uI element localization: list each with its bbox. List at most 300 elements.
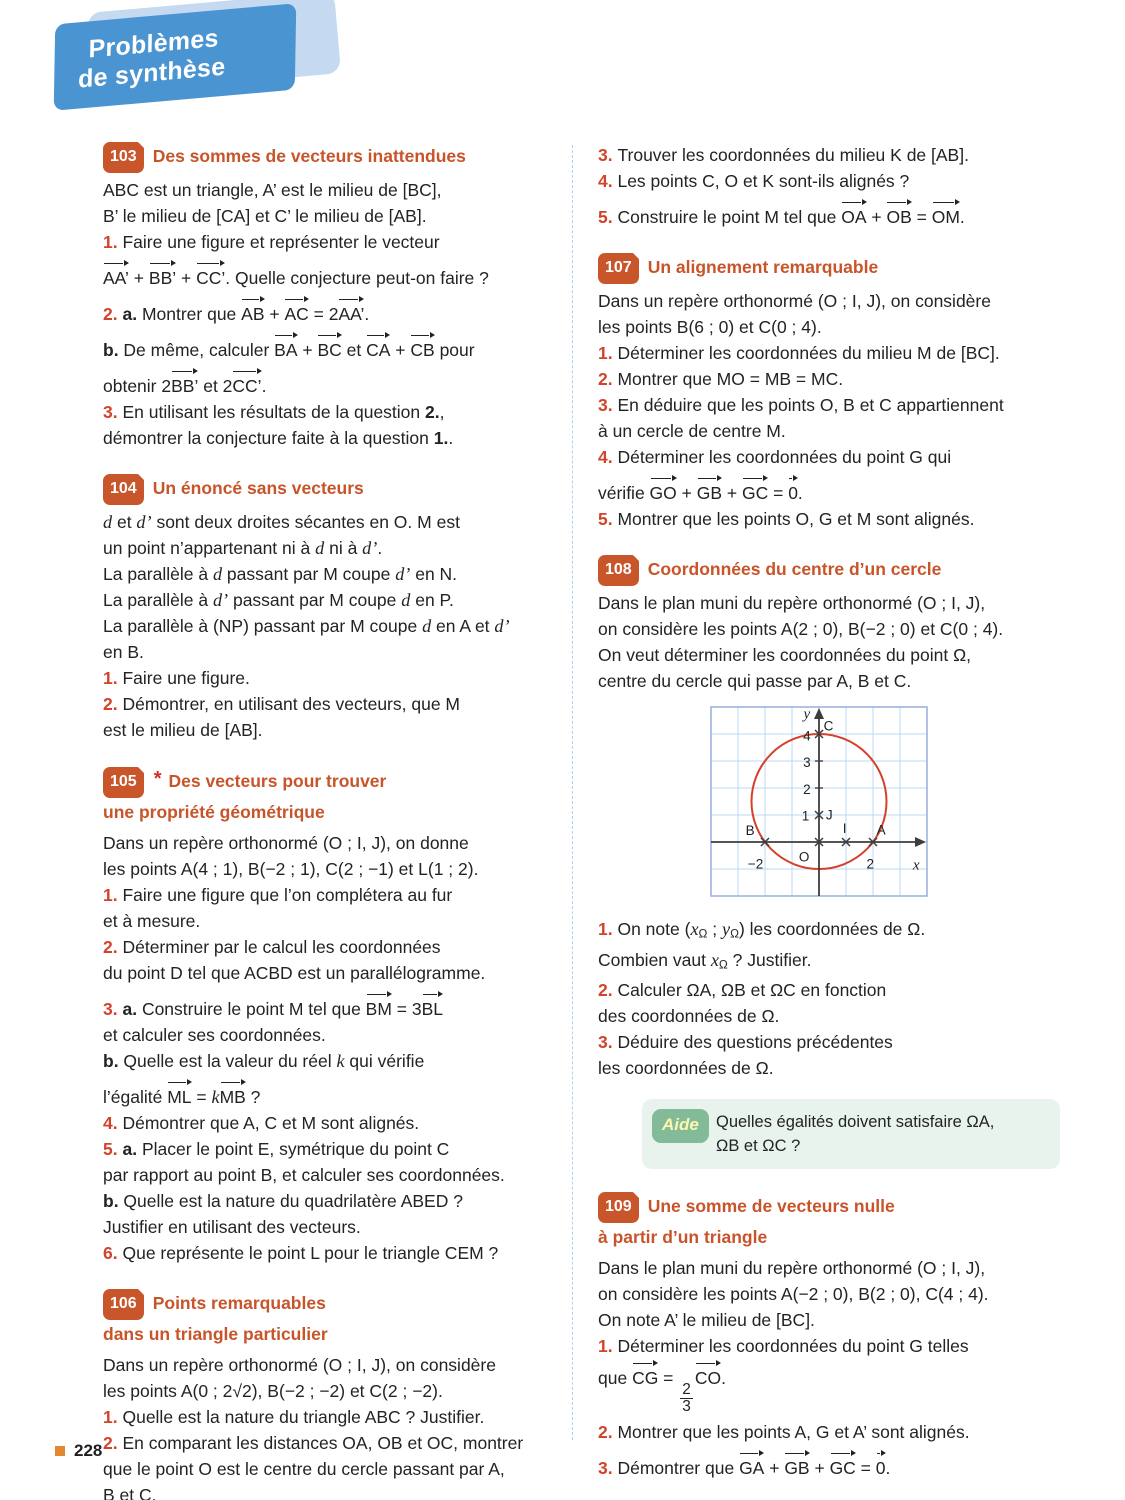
text-line — [598, 392, 1060, 418]
text-line — [103, 1352, 565, 1378]
text-segment: Construire le point M tel que — [617, 207, 842, 227]
text-line — [103, 255, 565, 291]
text-segment: d’ — [136, 512, 152, 532]
text-line — [598, 1003, 1060, 1029]
text-segment: l’égalité — [103, 1087, 168, 1107]
text-segment: vérifie — [598, 483, 650, 503]
text-segment: Faire une figure et représenter le vecteur — [122, 232, 440, 252]
text-line — [103, 177, 565, 203]
figure-label-x: x — [912, 857, 920, 874]
text-segment: x — [690, 919, 699, 939]
text-segment: = 2 — [308, 304, 339, 324]
text-segment: Quelle est la nature du quadrilatère ABED ? — [123, 1191, 463, 1211]
text-line — [598, 616, 1060, 642]
text-segment: ? — [245, 1087, 261, 1107]
text-segment: . — [721, 1368, 726, 1389]
text-line — [103, 1404, 565, 1430]
text-line — [103, 691, 565, 717]
exercise-header — [103, 142, 565, 173]
text-line — [103, 1048, 565, 1074]
vector-notation: BB’ — [148, 268, 177, 288]
vector-notation: GB — [784, 1458, 810, 1479]
text-segment: Dans le plan muni du repère orthonormé (O ; I, J), — [598, 1258, 986, 1279]
text-segment: qui vérifie — [344, 1051, 425, 1071]
text-segment: Montrer que les points A, G et A’ sont alignés. — [617, 1422, 970, 1443]
text-segment: On note A’ le milieu de [BC]. — [598, 1310, 815, 1331]
figure-label-−2: −2 — [747, 856, 764, 872]
text-segment: et 2 — [198, 376, 233, 396]
question-number: 2. — [598, 369, 618, 389]
figure-label-A: A — [876, 822, 886, 838]
text-segment: en A et — [431, 616, 495, 636]
text-segment: Faire une figure. — [122, 668, 250, 688]
text-segment: . — [377, 538, 383, 558]
text-line — [103, 717, 565, 743]
text-line — [103, 327, 565, 363]
text-segment: Ω — [698, 926, 708, 941]
text-segment: . — [364, 304, 370, 324]
text-line — [103, 1456, 565, 1482]
text-segment: et à mesure. — [103, 911, 201, 931]
text-segment: pour — [434, 340, 475, 360]
vector-notation: OM — [931, 207, 960, 227]
exercise-header — [103, 474, 565, 505]
text-segment: Montrer que les points O, G et M sont alignés. — [617, 509, 975, 529]
aide-label: Aide — [652, 1109, 709, 1143]
chapter-banner — [28, 0, 348, 120]
text-segment: d’ — [362, 538, 378, 558]
text-line — [103, 665, 565, 691]
text-segment: b. — [103, 1051, 124, 1071]
aide-box — [642, 1099, 1060, 1169]
text-segment: = — [855, 1458, 876, 1479]
text-segment: Ω — [730, 926, 739, 941]
figure-label-J: J — [825, 807, 833, 823]
vector-notation: GO — [649, 483, 677, 503]
text-segment: Démontrer, en utilisant des vecteurs, que M — [122, 694, 460, 714]
text-line — [103, 1430, 565, 1456]
text-segment: des coordonnées de Ω. — [598, 1006, 780, 1027]
question-number: 1. — [598, 919, 618, 939]
figure-label-4: 4 — [803, 728, 811, 744]
text-segment: . — [261, 376, 267, 396]
exercise-header — [598, 253, 1060, 284]
text-line — [598, 1255, 1060, 1281]
exercise-title: Coordonnées du centre d’un cercle — [647, 559, 942, 579]
text-line — [103, 613, 565, 639]
zero-vector-notation: 0 — [875, 1458, 886, 1479]
exercise-title: Des vecteurs pour trouver — [168, 771, 387, 791]
vector-notation: GC — [829, 1458, 856, 1479]
text-segment: Quelle est la valeur du réel — [123, 1051, 337, 1071]
text-segment: Calculer ΩA, ΩB et ΩC en fonction — [617, 980, 887, 1001]
text-segment: + — [128, 268, 149, 288]
text-segment: Combien vaut — [598, 949, 711, 970]
text-line — [598, 668, 1060, 694]
text-segment: k — [211, 1087, 220, 1107]
text-segment: d — [422, 616, 432, 636]
exercise-number-badge: 109 — [598, 1192, 639, 1223]
text-segment: + — [722, 483, 742, 503]
text-segment: a. — [122, 1139, 142, 1159]
x-axis-arrowhead — [915, 837, 926, 847]
text-line — [598, 1445, 1060, 1481]
text-line — [598, 1281, 1060, 1307]
text-line — [598, 1359, 1060, 1419]
text-segment: ; — [707, 919, 722, 939]
text-line — [103, 1482, 565, 1500]
exercise-title: Des sommes de vecteurs inattendues — [152, 146, 466, 166]
text-segment: Trouver les coordonnées du milieu K de [AB]. — [617, 145, 969, 165]
exercise-number-badge: 107 — [598, 253, 639, 284]
vector-notation: OA — [841, 207, 867, 227]
exercise-title-line2: une propriété géométrique — [103, 802, 325, 822]
text-segment: = — [768, 483, 789, 503]
text-line — [598, 470, 1060, 506]
text-line — [598, 947, 1060, 978]
exercise-108 — [598, 555, 1060, 1169]
exercise-header — [103, 1289, 565, 1320]
text-segment: + — [676, 483, 697, 503]
question-number: 3. — [598, 395, 618, 415]
text-segment: en B. — [103, 642, 144, 662]
text-segment: les points A(4 ; 1), B(−2 ; 1), C(2 ; −1) et L(1 ; 2). — [103, 859, 479, 879]
text-line — [598, 1419, 1060, 1445]
text-line — [598, 340, 1060, 366]
text-line — [103, 882, 565, 908]
exercise-number-badge: 106 — [103, 1289, 144, 1320]
text-segment: + — [764, 1458, 785, 1479]
text-segment: d — [401, 590, 411, 610]
text-segment: B et C. — [103, 1485, 157, 1500]
text-line — [598, 916, 1060, 947]
text-segment: x — [710, 949, 719, 970]
text-segment: + — [809, 1458, 830, 1479]
exercise-106 — [103, 1289, 565, 1500]
text-segment: d’ — [494, 616, 510, 636]
text-segment: Dans le plan muni du repère orthonormé (O ; I, J), — [598, 593, 986, 613]
figure-coordinate-plane — [710, 706, 1060, 902]
vector-notation: BA — [274, 340, 298, 360]
exercise-107 — [598, 253, 1060, 532]
text-line — [103, 1240, 565, 1266]
exercise-106-continued — [598, 142, 1060, 230]
zero-vector-notation: 0 — [788, 483, 798, 503]
text-segment: les points A(0 ; 2√2), B(−2 ; −2) et C(2 ; −2). — [103, 1381, 443, 1401]
text-segment: . — [885, 1458, 891, 1479]
vector-notation: MB — [219, 1087, 246, 1107]
text-segment: Placer le point E, symétrique du point C — [141, 1139, 450, 1159]
vector-notation: AB — [241, 304, 265, 324]
text-line — [103, 908, 565, 934]
text-segment: Dans un repère orthonormé (O ; I, J), on donne — [103, 833, 469, 853]
question-number: 5. — [598, 207, 618, 227]
figure-label-C: C — [823, 718, 834, 734]
text-segment: Déterminer les coordonnées du milieu M de [BC]. — [617, 343, 1000, 363]
text-line — [598, 977, 1060, 1003]
text-segment: Déterminer les coordonnées du point G qui — [617, 447, 952, 467]
text-line — [103, 363, 565, 399]
exercise-104 — [103, 474, 565, 743]
exercise-number-badge: 103 — [103, 142, 144, 173]
text-segment: Justifier en utilisant des vecteurs. — [103, 1217, 361, 1237]
vector-notation: OB — [886, 207, 912, 227]
text-line — [103, 291, 565, 327]
text-segment: Montrer que — [141, 304, 242, 324]
text-segment: d’ — [212, 590, 229, 610]
exercise-title: Un énoncé sans vecteurs — [152, 478, 364, 498]
text-line — [598, 1029, 1060, 1055]
aide-text-line: ΩB et ΩC ? — [716, 1137, 801, 1156]
text-segment: En comparant les distances OA, OB et OC, montrer — [122, 1433, 524, 1453]
exercise-number-badge: 105 — [103, 767, 144, 798]
text-segment: = — [911, 207, 932, 227]
text-segment: . — [448, 428, 454, 448]
text-line — [103, 587, 565, 613]
text-line — [103, 1022, 565, 1048]
vector-notation: ML — [167, 1087, 192, 1107]
text-line — [103, 986, 565, 1022]
text-line — [598, 590, 1060, 616]
text-segment: Faire une figure que l’on complétera au fur — [122, 885, 453, 905]
question-number: 2. — [103, 1433, 123, 1453]
text-segment: On veut déterminer les coordonnées du point Ω, — [598, 645, 972, 665]
text-line — [598, 444, 1060, 470]
fraction-denominator: 3 — [682, 1398, 691, 1416]
text-segment: Démontrer que A, C et M sont alignés. — [122, 1113, 420, 1133]
text-line — [103, 1136, 565, 1162]
text-segment: et calculer ses coordonnées. — [103, 1025, 326, 1045]
text-segment: en P. — [410, 590, 454, 610]
text-segment: Montrer que MO = MB = MC. — [617, 369, 844, 389]
exercise-header — [598, 1192, 1060, 1223]
text-segment: Construire le point M tel que — [141, 999, 366, 1019]
text-line — [598, 1055, 1060, 1081]
exercise-title-line2: à partir d’un triangle — [598, 1227, 768, 1248]
vector-notation: CC’ — [196, 268, 226, 288]
vector-notation: GB — [696, 483, 723, 503]
question-number: 3. — [103, 402, 123, 422]
text-line — [598, 142, 1060, 168]
question-number: 1. — [598, 343, 618, 363]
text-line — [103, 399, 565, 425]
text-segment: . — [797, 483, 803, 503]
text-segment: d’ — [395, 564, 411, 584]
text-segment: sont deux droites sécantes en O. M est — [151, 512, 460, 532]
text-segment: La parallèle à — [103, 590, 213, 610]
text-segment: passant par M coupe — [222, 564, 396, 584]
text-segment: un point n’appartenant ni à — [103, 538, 316, 558]
text-segment: b. — [103, 340, 124, 360]
right-column — [598, 142, 1060, 1500]
text-segment: . Quelle conjecture peut-on faire ? — [225, 268, 489, 288]
vector-notation: CG — [632, 1368, 659, 1389]
banner-title-line1: Problèmes — [88, 24, 219, 64]
text-segment: démontrer la conjecture faite à la question — [103, 428, 434, 448]
text-segment: du point D tel que ACBD est un parallélogramme. — [103, 963, 486, 983]
text-line — [103, 509, 565, 535]
text-line — [103, 1188, 565, 1214]
question-number: 1. — [103, 885, 123, 905]
text-line — [103, 960, 565, 986]
question-number: 2. — [103, 694, 123, 714]
vector-notation: GA — [739, 1458, 765, 1479]
text-line — [103, 1214, 565, 1240]
figure-label-O: O — [798, 849, 810, 865]
exercise-header — [598, 555, 1060, 586]
question-number: 3. — [103, 999, 123, 1019]
question-number: 3. — [598, 1458, 618, 1479]
text-line — [598, 1307, 1060, 1333]
text-segment: + — [297, 340, 318, 360]
text-segment: La parallèle à — [103, 564, 213, 584]
text-segment: Ω — [718, 957, 728, 972]
text-line — [598, 1333, 1060, 1359]
fraction — [680, 1382, 693, 1416]
text-line — [598, 366, 1060, 392]
text-segment: ABC est un triangle, A’ est le milieu de [BC], — [103, 180, 442, 200]
vector-notation: AA’ — [103, 268, 129, 288]
figure-label-B: B — [745, 823, 755, 839]
vector-notation: AA’ — [338, 304, 365, 324]
text-segment: que le point O est le centre du cercle passant par A, — [103, 1459, 505, 1479]
figure-label-y: y — [803, 706, 811, 723]
text-segment: en N. — [410, 564, 458, 584]
text-segment: Déterminer les coordonnées du point G telles — [617, 1336, 969, 1357]
text-segment: Les points C, O et K sont-ils alignés ? — [617, 171, 910, 191]
text-segment: ) les coordonnées de Ω. — [738, 919, 926, 939]
question-number: 2. — [598, 980, 618, 1001]
exercise-103 — [103, 142, 565, 451]
figure-label-2: 2 — [866, 856, 875, 872]
exercise-title: Une somme de vecteurs nulle — [647, 1196, 895, 1217]
text-segment: k — [336, 1051, 345, 1071]
text-line — [103, 1110, 565, 1136]
text-segment: et — [112, 512, 137, 532]
text-segment: ni à — [324, 538, 363, 558]
text-segment: Déterminer par le calcul les coordonnées — [122, 937, 441, 957]
text-segment: De même, calculer — [123, 340, 275, 360]
text-line — [103, 1074, 565, 1110]
text-segment: on considère les points A(2 ; 0), B(−2 ; 0) et C(0 ; 4). — [598, 619, 1004, 639]
footer-square-bullet — [55, 1446, 65, 1456]
question-number: 4. — [103, 1113, 123, 1133]
exercise-105 — [103, 766, 565, 1266]
exercise-109 — [598, 1192, 1060, 1481]
text-segment: + — [176, 268, 197, 288]
text-line — [103, 830, 565, 856]
text-segment: . — [959, 207, 965, 227]
figure-label-3: 3 — [803, 754, 811, 770]
text-segment: à un cercle de centre M. — [598, 421, 786, 441]
text-segment: Déduire des questions précédentes — [617, 1032, 893, 1053]
text-segment: La parallèle à (NP) passant par M coupe — [103, 616, 423, 636]
text-segment: a. — [122, 304, 142, 324]
vector-notation: AC — [284, 304, 309, 324]
text-segment: + — [390, 340, 411, 360]
text-segment: a. — [122, 999, 142, 1019]
text-segment: Que représente le point L pour le triangle CEM ? — [122, 1243, 499, 1263]
vector-notation: BC — [317, 340, 342, 360]
text-line — [103, 229, 565, 255]
text-segment: par rapport au point B, et calculer ses coordonnées. — [103, 1165, 505, 1185]
text-segment: B’ le milieu de [CA] et C’ le milieu de [AB]. — [103, 206, 427, 226]
vector-notation: GC — [741, 483, 769, 503]
page-footer — [55, 1441, 102, 1461]
question-number: 1. — [598, 1336, 618, 1357]
text-line — [103, 856, 565, 882]
text-line — [103, 1378, 565, 1404]
question-number: 4. — [598, 171, 618, 191]
vector-notation: CA — [366, 340, 391, 360]
figure-label-1: 1 — [801, 808, 810, 824]
question-number: 3. — [598, 145, 618, 165]
vector-notation: CC’ — [232, 376, 262, 396]
text-segment: d — [315, 538, 325, 558]
text-line — [598, 168, 1060, 194]
text-segment: En utilisant les résultats de la question — [122, 402, 426, 422]
figure-svg — [710, 706, 928, 897]
text-line — [103, 934, 565, 960]
text-segment: ? Justifier. — [727, 949, 812, 970]
question-number: 1. — [103, 1407, 123, 1427]
text-segment: d — [212, 564, 223, 584]
text-segment: obtenir 2 — [103, 376, 172, 396]
text-segment: = — [658, 1368, 679, 1389]
text-segment: + — [866, 207, 887, 227]
text-segment: On note ( — [617, 919, 691, 939]
text-segment: d — [103, 512, 113, 532]
vector-notation: BM — [365, 999, 392, 1019]
text-segment: que — [598, 1368, 633, 1389]
text-segment: = — [191, 1087, 212, 1107]
text-line — [598, 642, 1060, 668]
text-line — [103, 535, 565, 561]
text-segment: les coordonnées de Ω. — [598, 1058, 774, 1079]
text-line — [103, 203, 565, 229]
figure-label-I: I — [842, 821, 847, 836]
question-number: 1. — [103, 668, 123, 688]
question-number: 4. — [598, 447, 618, 467]
fraction-numerator: 2 — [682, 1380, 691, 1398]
text-segment: Dans un repère orthonormé (O ; I, J), on considère — [598, 291, 991, 311]
page-number: 228 — [74, 1441, 103, 1460]
text-segment: En déduire que les points O, B et C appartiennent — [617, 395, 1004, 415]
text-segment: Dans un repère orthonormé (O ; I, J), on considère — [103, 1355, 496, 1375]
left-column — [103, 142, 565, 1500]
question-number: 5. — [598, 509, 618, 529]
y-axis-arrowhead — [814, 708, 824, 719]
exercise-header — [103, 766, 565, 798]
question-number: 6. — [103, 1243, 123, 1263]
text-segment: 2. — [425, 402, 440, 422]
question-number: 2. — [103, 937, 123, 957]
column-divider — [572, 145, 573, 1440]
text-segment: Démontrer que — [617, 1458, 740, 1479]
text-line — [103, 639, 565, 665]
exercise-number-badge: 104 — [103, 474, 144, 505]
vector-notation: BL — [421, 999, 444, 1019]
text-segment: est le milieu de [AB]. — [103, 720, 263, 740]
exercise-number-badge: 108 — [598, 555, 639, 586]
text-segment: et — [341, 340, 367, 360]
question-number: 5. — [103, 1139, 123, 1159]
text-segment: on considère les points A(−2 ; 0), B(2 ; 0), C(4 ; 4). — [598, 1284, 989, 1305]
aide-text-line: Quelles égalités doivent satisfaire ΩA, — [716, 1113, 995, 1132]
text-segment: centre du cercle qui passe par A, B et C. — [598, 671, 912, 691]
text-segment: = 3 — [391, 999, 422, 1019]
exercise-title: Points remarquables — [152, 1293, 326, 1313]
